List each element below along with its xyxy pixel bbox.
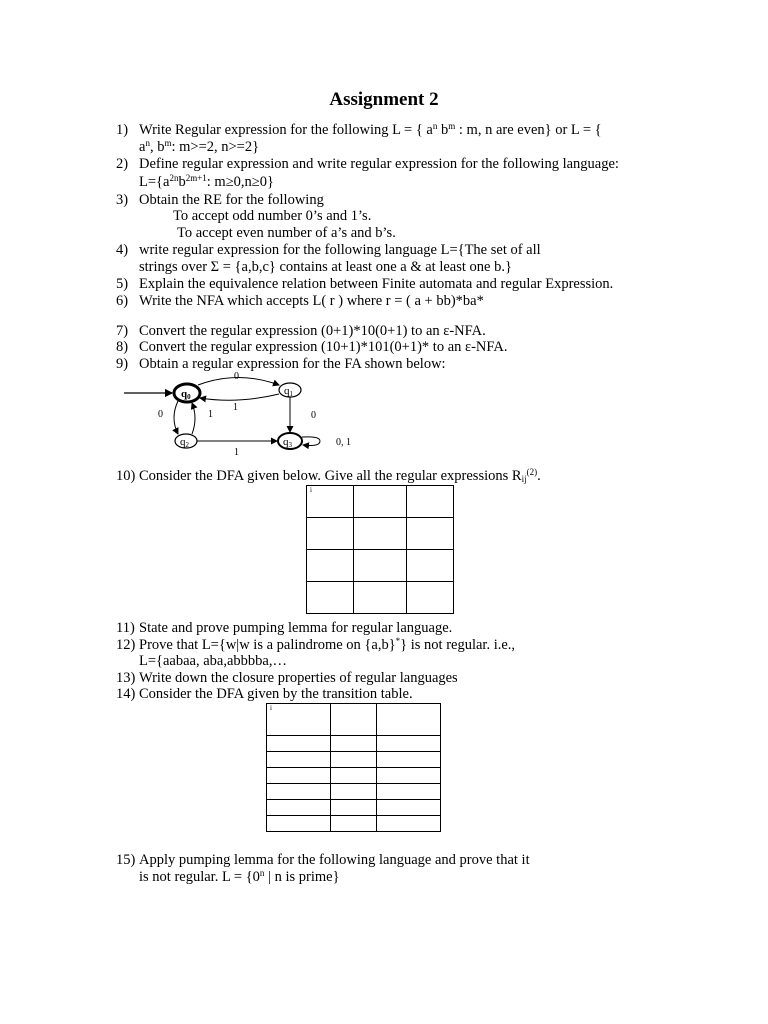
dfa-table-1 bbox=[306, 485, 454, 614]
table2-cell bbox=[267, 768, 331, 784]
state-q2 bbox=[175, 434, 197, 449]
q10-number: 10) bbox=[116, 468, 136, 484]
table1-cell bbox=[354, 518, 407, 550]
table2-cell bbox=[331, 768, 377, 784]
table1-cell bbox=[407, 486, 454, 518]
svg-text:q1: q1 bbox=[284, 385, 293, 398]
table2-cell: i bbox=[267, 704, 331, 736]
svg-text:q3: q3 bbox=[283, 436, 292, 449]
table2-cell bbox=[267, 736, 331, 752]
dfa-table-2 bbox=[266, 703, 441, 832]
q2-text-line1: Define regular expression and write regular expression for the following language: bbox=[139, 156, 619, 172]
q4-number: 4) bbox=[116, 242, 129, 258]
table2-cell bbox=[331, 800, 377, 816]
q15-number: 15) bbox=[116, 852, 136, 868]
table2-cell bbox=[377, 784, 441, 800]
q6-number: 6) bbox=[116, 293, 129, 309]
table1-cell bbox=[407, 582, 454, 614]
q11-number: 11) bbox=[116, 620, 135, 636]
q5-number: 5) bbox=[116, 276, 129, 292]
svg-text:q2: q2 bbox=[180, 436, 189, 449]
table2-cell bbox=[331, 736, 377, 752]
fa-state-diagram bbox=[120, 370, 365, 458]
label-q2-q0: 1 bbox=[208, 409, 213, 420]
q15-text-line1: Apply pumping lemma for the following language and prove that it bbox=[139, 852, 530, 868]
edge-q1-q0 bbox=[200, 394, 279, 400]
table2-cell bbox=[267, 784, 331, 800]
label-q1-q0: 1 bbox=[233, 402, 238, 413]
edge-q2-q0 bbox=[192, 403, 195, 434]
table2-cell bbox=[331, 816, 377, 832]
q1-text-line1: Write Regular expression for the following L = { $a^n$ $b^m$ : m, n are even} or L = { bbox=[139, 121, 602, 138]
table2-cell bbox=[377, 752, 441, 768]
q3-text-line3: To accept even number of a’s and b’s. bbox=[177, 225, 396, 241]
table1-cell bbox=[307, 582, 354, 614]
q12-text-line2: L={aabaa, aba,abbbba,… bbox=[139, 653, 287, 669]
q1-number: 1) bbox=[116, 122, 129, 138]
q4-text-line1: write regular expression for the following language L={The set of all bbox=[139, 242, 541, 258]
q14-number: 14) bbox=[116, 686, 136, 702]
q5-text: Explain the equivalence relation between Finite automata and regular Expression. bbox=[139, 276, 614, 292]
table1-cell bbox=[307, 550, 354, 582]
q14-text: Consider the DFA given by the transition table. bbox=[139, 686, 413, 702]
q2-text-line2: $L=\{a^{2n}b^{2m+1}$: m≥0,n≥0} bbox=[139, 173, 274, 190]
label-q1-q3: 0 bbox=[311, 410, 316, 421]
table1-cell bbox=[354, 582, 407, 614]
label-q0-q1: 0 bbox=[234, 371, 239, 382]
table2-cell bbox=[267, 816, 331, 832]
edge-q3-loop bbox=[302, 437, 320, 446]
table1-cell bbox=[407, 550, 454, 582]
edge-q0-q2 bbox=[174, 401, 178, 434]
table2-cell bbox=[377, 736, 441, 752]
q1-text-line2: $a^n$, $b^m$: m>=2, n>=2} bbox=[139, 138, 260, 155]
table2-cell bbox=[331, 752, 377, 768]
q3-number: 3) bbox=[116, 192, 129, 208]
q12-number: 12) bbox=[116, 637, 136, 653]
q2-number: 2) bbox=[116, 156, 129, 172]
label-q0-q2: 0 bbox=[158, 409, 163, 420]
q7-number: 7) bbox=[116, 323, 129, 339]
table1-cell: i bbox=[307, 486, 354, 518]
svg-text:q0: q0 bbox=[181, 388, 191, 401]
q11-text: State and prove pumping lemma for regular language. bbox=[139, 620, 453, 636]
q7-text: Convert the regular expression (0+1)*10(0+1) to an ε-NFA. bbox=[139, 323, 486, 339]
q6-text: Write the NFA which accepts L( r ) where r = ( a + bb)*ba* bbox=[139, 293, 484, 309]
q3-text-line2: To accept odd number 0’s and 1’s. bbox=[173, 208, 372, 224]
q8-text: Convert the regular expression (10+1)*101(0+1)* to an ε-NFA. bbox=[139, 339, 508, 355]
state-q1 bbox=[279, 383, 301, 398]
q3-text-line1: Obtain the RE for the following bbox=[139, 192, 324, 208]
q4-text-line2: strings over Σ = {a,b,c} contains at least one a & at least one b.} bbox=[139, 259, 512, 275]
table1-cell bbox=[354, 486, 407, 518]
table1-cell bbox=[354, 550, 407, 582]
table2-cell bbox=[267, 800, 331, 816]
table2-cell bbox=[377, 800, 441, 816]
page-title: Assignment 2 bbox=[329, 89, 439, 110]
state-q3 bbox=[278, 433, 302, 449]
table2-cell bbox=[331, 704, 377, 736]
table2-cell bbox=[377, 816, 441, 832]
table2-cell bbox=[331, 784, 377, 800]
q9-text: Obtain a regular expression for the FA shown below: bbox=[139, 356, 446, 372]
q15-text-line2: is not regular. $L = \{0^n$ | n is prime} bbox=[139, 868, 340, 885]
table2-cell bbox=[377, 704, 441, 736]
q10-text: Consider the DFA given below. Give all the regular expressions $R_{ij}^{(2)}$. bbox=[139, 467, 541, 484]
q9-number: 9) bbox=[116, 356, 129, 372]
table2-cell bbox=[377, 768, 441, 784]
table1-cell bbox=[407, 518, 454, 550]
label-q3-loop: 0, 1 bbox=[336, 437, 351, 448]
state-q0 bbox=[174, 384, 200, 402]
table2-cell bbox=[267, 752, 331, 768]
label-q2-q3: 1 bbox=[234, 447, 239, 458]
q13-text: Write down the closure properties of regular languages bbox=[139, 670, 458, 686]
q13-number: 13) bbox=[116, 670, 136, 686]
q12-text-line1: Prove that L={w|w is a palindrome on {a,b}*} is not regular. i.e., bbox=[139, 636, 516, 653]
q8-number: 8) bbox=[116, 339, 129, 355]
table1-cell bbox=[307, 518, 354, 550]
